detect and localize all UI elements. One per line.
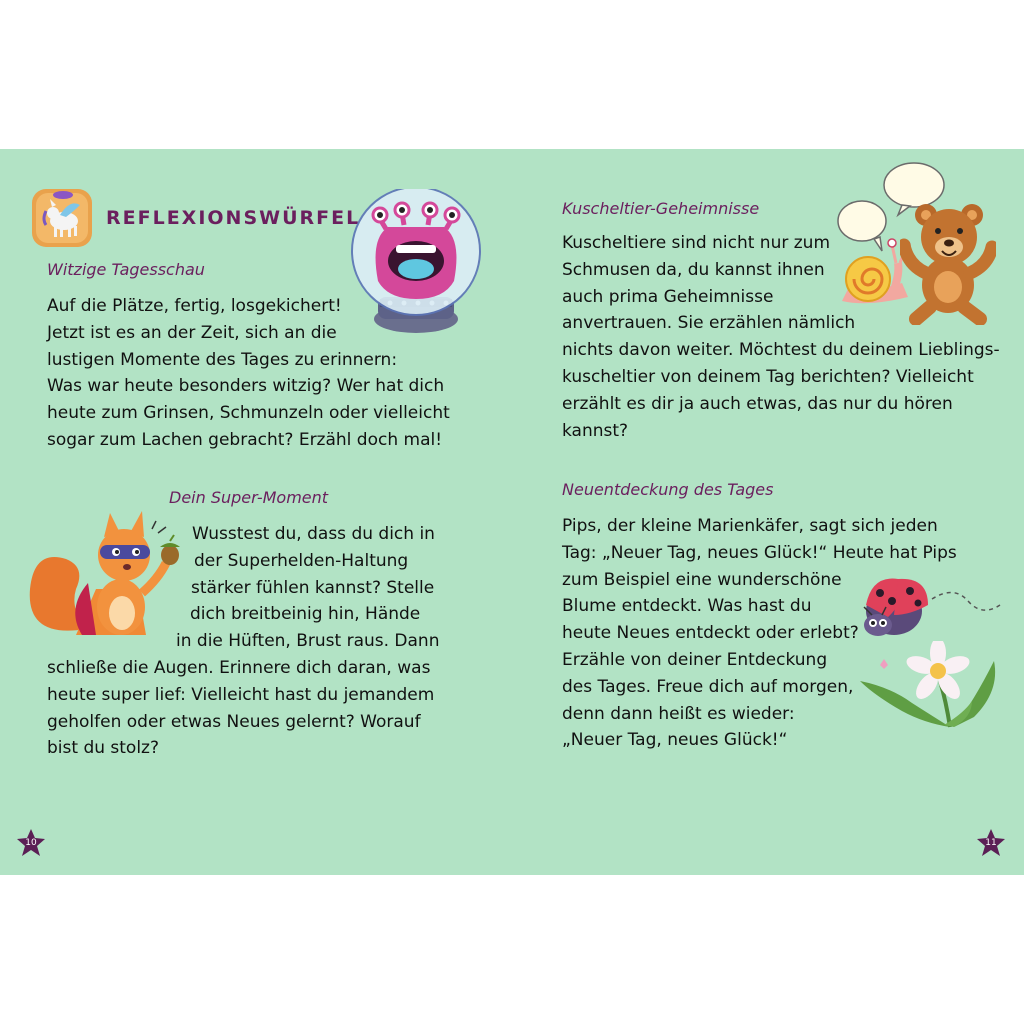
text-block-super-moment [47,521,439,762]
heading-neuentdeckung: Neuentdeckung des Tages [562,480,774,499]
text-line: kuscheltier von deinem Tag berichten? Vielleicht [562,366,974,387]
heading-witzige-tagesschau: Witzige Tagesschau [47,260,205,279]
text-line: anvertrauen. Sie erzählen nämlich [562,313,856,334]
text-block-tagesschau [47,293,450,454]
text-line: Wusstest du, dass du dich in [192,524,435,544]
text-line: heute super lief: Vielleicht hast du jemandem [47,684,435,705]
text-line: Pips, der kleine Marienkäfer, sagt sich jeden [562,516,938,536]
dice-icon [30,185,96,251]
text-line: denn dann heißt es wieder: [562,703,795,724]
page-number-label: 11 [985,838,997,848]
text-line: der Superhelden-Haltung [194,550,409,571]
text-line: geholfen oder etwas Neues gelernt? Worauf [47,711,421,732]
text-line: Jetzt ist es an der Zeit, sich an die [47,322,337,343]
heading-kuscheltier-geheimnisse: Kuscheltier-Geheimnisse [562,199,760,218]
heading-super-moment: Dein Super-Moment [169,488,329,507]
page-number-left [16,828,46,858]
text-line: „Neuer Tag, neues Glück!“ [562,730,788,751]
text-line: bist du stolz? [47,738,160,759]
text-line: zum Beispiel eine wunderschöne [562,569,842,590]
text-line: stärker fühlen kannst? Stelle [191,577,435,598]
text-line: lustigen Momente des Tages zu erinnern: [47,349,398,370]
text-line: in die Hüften, Brust raus. Dann [176,631,440,652]
text-line: des Tages. Freue dich auf morgen, [562,676,854,697]
text-block-neuentdeckung [562,513,957,754]
text-line: Blume entdeckt. Was hast du [562,596,812,617]
text-line: Schmusen da, du kannst ihnen [562,259,825,280]
text-block-kuscheltier [562,230,1000,444]
text-line: kannst? [562,420,629,441]
text-line: Was war heute besonders witzig? Wer hat dich [47,376,445,397]
text-line: nichts davon weiter. Möchtest du deinem Lieblings- [562,340,1000,361]
book-spread [0,149,1024,875]
section-title: REFLEXIONSWÜRFEL [106,207,361,229]
page-number-right [976,828,1006,858]
page-number-label: 10 [25,838,37,848]
text-line: erzählt es dir ja auch etwas, das nur du hören [562,393,953,414]
text-line: Tag: „Neuer Tag, neues Glück!“ Heute hat Pips [562,542,957,563]
text-line: heute Neues entdeckt oder erlebt? [562,623,859,644]
text-line: Kuscheltiere sind nicht nur zum [562,233,830,253]
text-line: Auf die Plätze, fertig, losgekichert! [47,296,342,316]
text-line: auch prima Geheimnisse [562,286,774,307]
text-line: dich breitbeinig hin, Hände [190,604,421,625]
text-line: schließe die Augen. Erinnere dich daran, was [47,657,431,678]
text-line: sogar zum Lachen gebracht? Erzähl doch mal! [47,429,443,450]
text-line: heute zum Grinsen, Schmunzeln oder vielleicht [47,403,450,424]
text-line: Erzähle von deiner Entdeckung [562,649,828,670]
